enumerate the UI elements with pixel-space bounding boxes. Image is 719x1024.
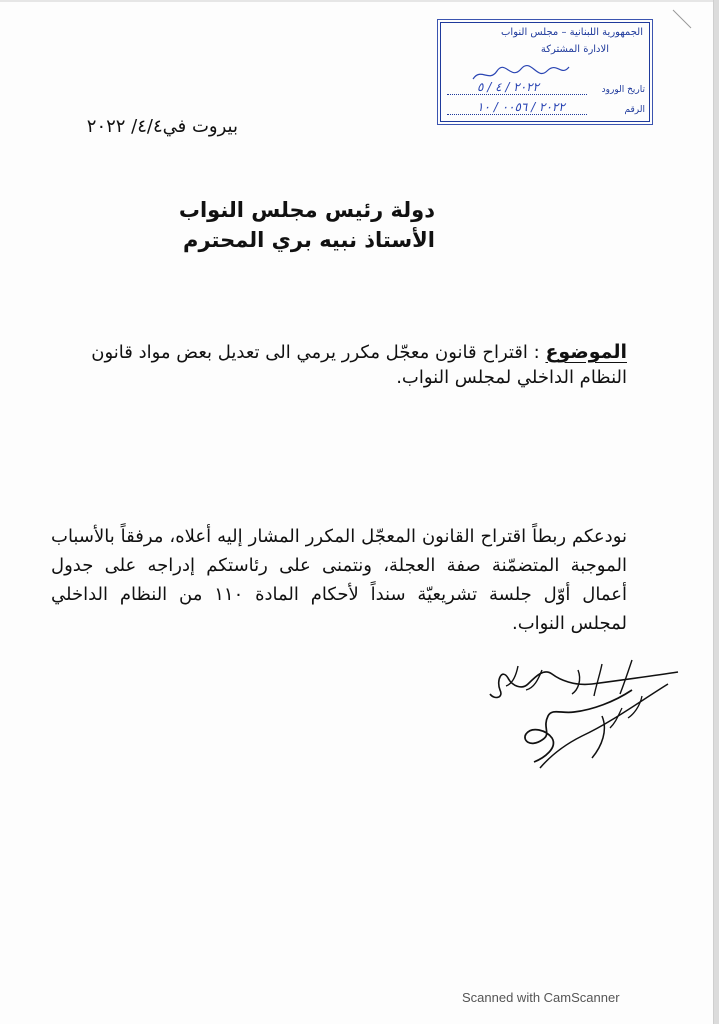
stamp-date-value: ٢٠٢٢ / ٤ / ٥ — [477, 80, 540, 94]
subject-text: : اقتراح قانون معجّل مكرر يرمي الى تعديل بعض مواد قانون النظام الداخلي لمجلس النواب. — [91, 342, 627, 388]
stamp-date-dotted-line — [447, 94, 587, 95]
letter-date: بيروت في٤/٤/ ٢٠٢٢ — [86, 116, 238, 137]
stamp-number-row — [447, 100, 645, 119]
letter-body: نودعكم ربطاً اقتراح القانون المعجّل المكرر المشار إليه أعلاه، مرفقاً بالأسباب الموجبة المتضمّنة صفة العجلة، ونتمنى على رئاستكم إدراجه على جدول أعمال أوّل جلسة تشريعيّة سنداً لأحكام المادة ١١٠ من النظام الداخلي لمجلس النواب. — [51, 526, 627, 634]
stamp-date-label: تاريخ الورود — [601, 85, 645, 95]
stamp-number-value: ٢٠٢٢ / ٠٠٥٦ / ١٠ — [477, 100, 565, 114]
addressee-name: الأستاذ نبيه بري المحترم — [183, 228, 435, 252]
handwritten-signature — [482, 650, 682, 775]
stamp-number-label: الرقم — [624, 105, 645, 115]
scanner-watermark: Scanned with CamScanner — [462, 990, 620, 1005]
reception-stamp — [440, 22, 650, 122]
page-edge — [0, 0, 714, 2]
stamp-header: الجمهورية اللبنانية – مجلس النواب — [501, 27, 643, 38]
letter-subject — [57, 340, 627, 390]
stamp-number-dotted-line — [447, 114, 587, 115]
stamp-date-row — [447, 80, 645, 99]
subject-label: الموضوع — [545, 341, 627, 363]
addressee-title: دولة رئيس مجلس النواب — [178, 198, 435, 222]
stamp-department: الادارة المشتركة — [540, 44, 609, 55]
corner-fold-icon — [671, 8, 693, 30]
